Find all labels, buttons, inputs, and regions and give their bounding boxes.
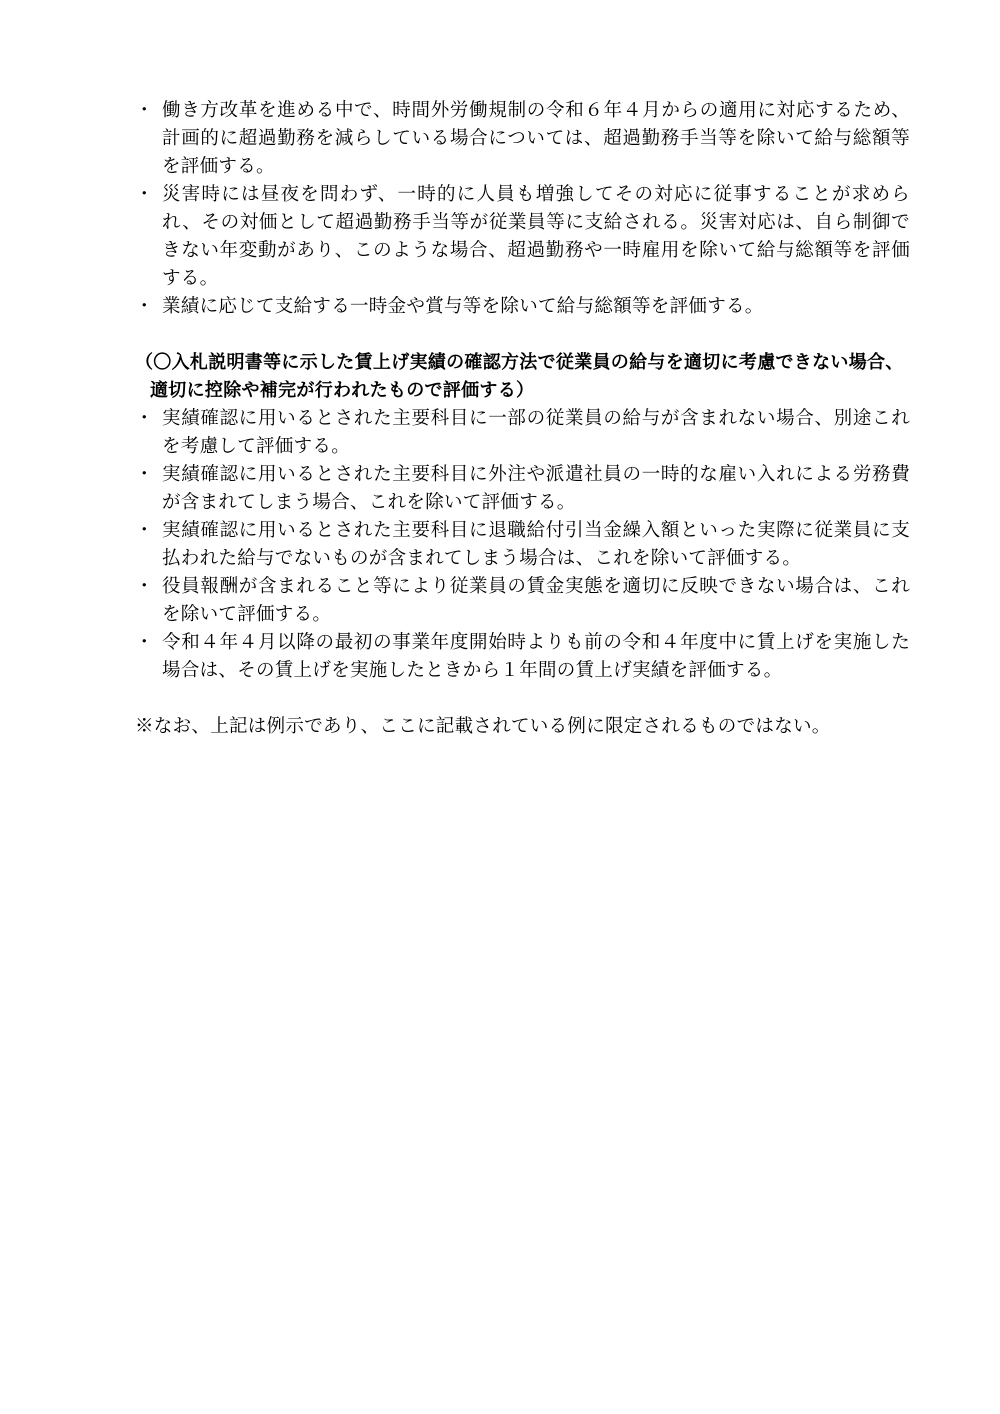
list-item-text: 働き方改革を進める中で、時間外労働規制の令和６年４月からの適用に対応するため、計画的に超過勤務を減らしている場合については、超過勤務手当等を除いて給与総額等を評価する。 [162,100,910,177]
footnote: ※なお、上記は例示であり、ここに記載されている例に限定されるものではない。 [135,716,831,737]
bullet-mark: ・ [135,576,154,597]
list-item-text: 役員報酬が含まれること等により従業員の賃金実態を適切に反映できない場合は、これを除いて評価する。 [162,576,911,625]
list-item-text: 実績確認に用いるとされた主要科目に一部の従業員の給与が含まれない場合、別途これを考慮して評価する。 [162,408,910,457]
list-item [135,181,910,293]
list-item [135,97,910,181]
list-item [135,573,910,629]
list-item-text: 令和４年４月以降の最初の事業年度開始時よりも前の令和４年度中に賃上げを実施した場合は、その賃上げを実施したときから１年間の賃上げ実績を評価する。 [162,632,910,681]
list-item [135,629,910,685]
list-item [135,293,910,321]
list-item-text: 災害時には昼夜を問わず、一時的に人員も増強してその対応に従事することが求められ、その対価として超過勤務手当等が従業員等に支給される。災害対応は、自ら制御できない年変動があり、このような場合、超過勤務や一時雇用を除いて給与総額等を評価する。 [162,184,910,289]
list-item [135,461,910,517]
list-item-text: 実績確認に用いるとされた主要科目に退職給付引当金繰入額といった実際に従業員に支払われた給与でないものが含まれてしまう場合は、これを除いて評価する。 [162,520,910,569]
document-page [135,97,910,741]
list-item [135,517,910,573]
list-item-text: 実績確認に用いるとされた主要科目に外注や派遣社員の一時的な雇い入れによる労務費が含まれてしまう場合、これを除いて評価する。 [162,464,910,513]
bullet-mark: ・ [135,184,154,205]
list-item-text: 業績に応じて支給する一時金や賞与等を除いて給与総額等を評価する。 [162,296,764,317]
bullet-mark: ・ [135,408,154,429]
bullet-list-adjustments [135,97,910,321]
bullet-mark: ・ [135,100,154,121]
bullet-mark: ・ [135,296,154,317]
bullet-mark: ・ [135,632,154,653]
bullet-mark: ・ [135,464,154,485]
bullet-list-corrections [135,405,910,685]
section-heading: （〇入札説明書等に示した賃上げ実績の確認方法で従業員の給与を適切に考慮できない場合、適切に控除や補完が行われたもので評価する） [135,352,904,401]
list-item [135,405,910,461]
bullet-mark: ・ [135,520,154,541]
